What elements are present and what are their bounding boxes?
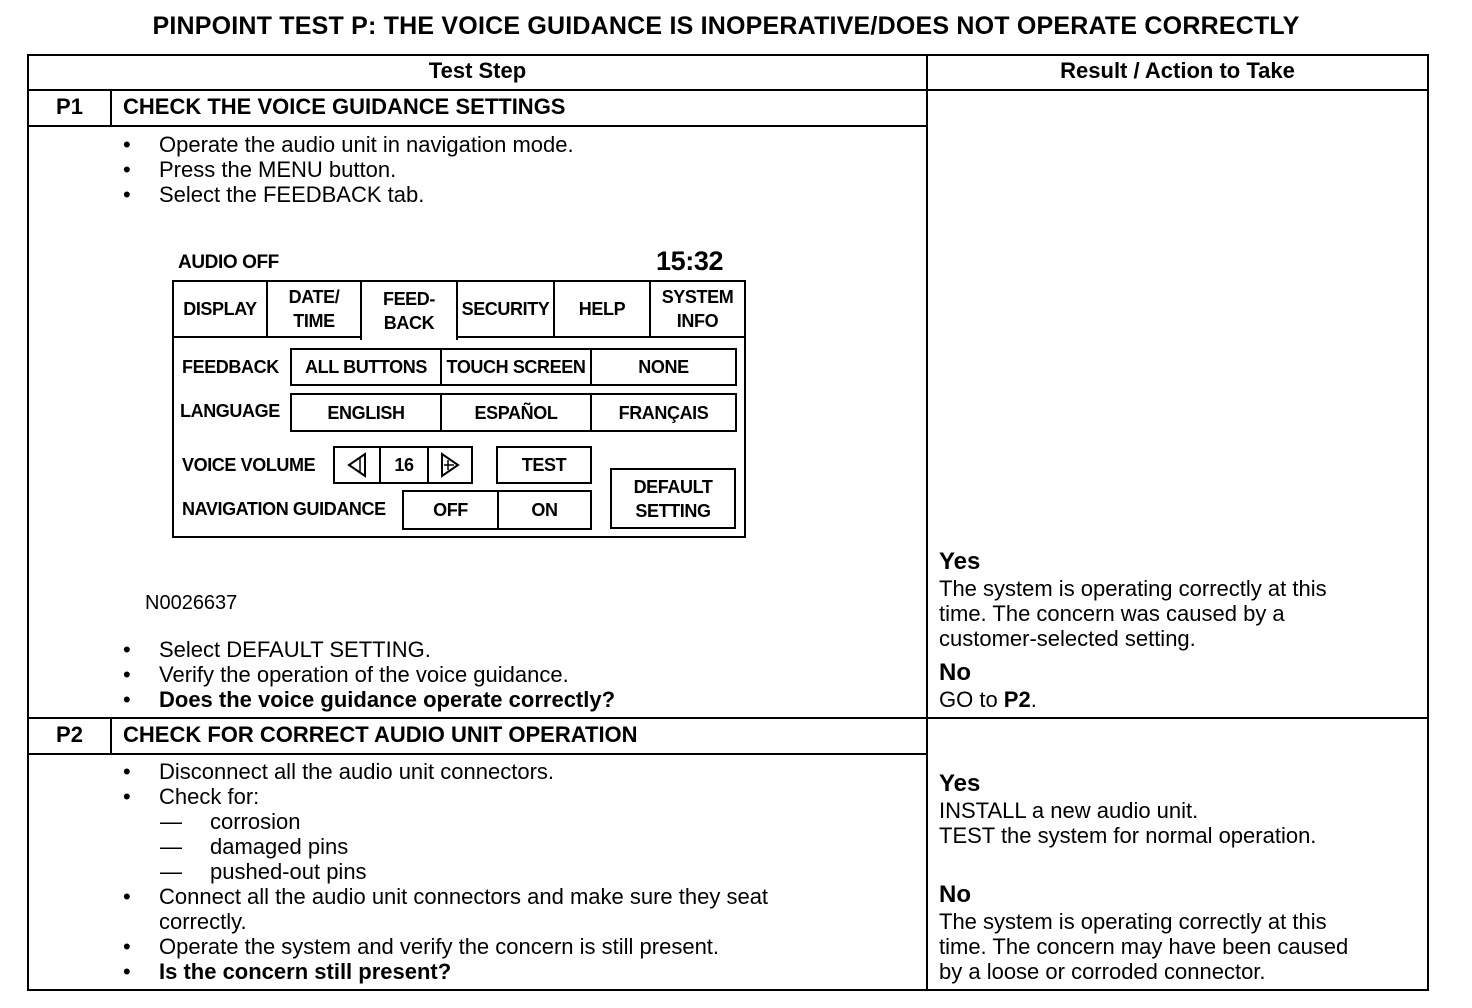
p1-yes-text: The system is operating correctly at this bbox=[939, 576, 1327, 601]
header-result: Result / Action to Take bbox=[1060, 58, 1295, 83]
default-setting-button: DEFAULT SETTING bbox=[610, 468, 736, 529]
triangle-right-plus-icon bbox=[439, 452, 461, 478]
language-option-espanol: ESPAÑOL bbox=[440, 393, 592, 432]
tab-feedback: FEED- BACK bbox=[360, 280, 458, 340]
language-label: LANGUAGE bbox=[180, 401, 280, 421]
list-item: • Select the FEEDBACK tab. bbox=[123, 182, 425, 207]
p1-no-text: GO to P2. bbox=[939, 687, 1037, 712]
feedback-option-touch-screen: TOUCH SCREEN bbox=[440, 348, 592, 386]
p1-yes-text: customer-selected setting. bbox=[939, 626, 1196, 651]
p1-yes-label: Yes bbox=[939, 548, 981, 575]
header-test-step: Test Step bbox=[428, 58, 527, 83]
step-p2-title: CHECK FOR CORRECT AUDIO UNIT OPERATION bbox=[123, 722, 638, 747]
figure-code: N0026637 bbox=[145, 592, 238, 614]
check-item: — pushed-out pins bbox=[160, 859, 367, 884]
tab-security: SECURITY bbox=[456, 280, 555, 338]
feedback-label: FEEDBACK bbox=[182, 357, 279, 377]
clock-display: 15:32 bbox=[656, 246, 724, 276]
p2-no-text: The system is operating correctly at this bbox=[939, 909, 1327, 934]
language-option-francais: FRANÇAIS bbox=[590, 393, 737, 432]
feedback-option-none: NONE bbox=[590, 348, 737, 386]
navigation-guidance-label: NAVIGATION GUIDANCE bbox=[182, 499, 386, 519]
p2-link[interactable]: P2 bbox=[1003, 687, 1031, 712]
tab-system-info: SYSTEM INFO bbox=[649, 280, 746, 338]
tab-help: HELP bbox=[553, 280, 651, 338]
tab-display: DISPLAY bbox=[172, 280, 268, 338]
list-item: • Is the concern still present? bbox=[123, 959, 452, 984]
list-item: • Does the voice guidance operate correctly? bbox=[123, 687, 616, 712]
check-item: — damaged pins bbox=[160, 834, 349, 859]
nav-guidance-off: OFF bbox=[402, 490, 499, 530]
p2-yes-text: INSTALL a new audio unit. bbox=[939, 798, 1199, 823]
list-item: • Operate the system and verify the concern is still present. bbox=[123, 934, 720, 959]
nav-guidance-on: ON bbox=[497, 490, 592, 530]
list-item: • Check for: bbox=[123, 784, 260, 809]
list-item-continuation: correctly. bbox=[159, 909, 247, 934]
test-button: TEST bbox=[496, 446, 592, 484]
step-p1-id: P1 bbox=[56, 94, 83, 119]
feedback-option-all-buttons: ALL BUTTONS bbox=[290, 348, 442, 386]
step-p2-id: P2 bbox=[56, 722, 83, 747]
p1-no-label: No bbox=[939, 659, 971, 686]
list-item: • Press the MENU button. bbox=[123, 157, 397, 182]
tab-date-time: DATE/ TIME bbox=[266, 280, 362, 338]
list-item: • Verify the operation of the voice guidance. bbox=[123, 662, 569, 687]
list-item: • Disconnect all the audio unit connectors. bbox=[123, 759, 555, 784]
list-item: • Connect all the audio unit connectors and make sure they seat bbox=[123, 884, 769, 909]
p2-no-label: No bbox=[939, 881, 971, 908]
list-item: • Operate the audio unit in navigation mode. bbox=[123, 132, 574, 157]
volume-down-button bbox=[333, 446, 381, 484]
p2-yes-label: Yes bbox=[939, 770, 981, 797]
page-title: PINPOINT TEST P: THE VOICE GUIDANCE IS INOPERATIVE/DOES NOT OPERATE CORRECTLY bbox=[152, 12, 1300, 40]
p2-yes-text: TEST the system for normal operation. bbox=[939, 823, 1317, 848]
p1-yes-text: time. The concern was caused by a bbox=[939, 601, 1285, 626]
voice-volume-label: VOICE VOLUME bbox=[182, 455, 316, 475]
audio-status-label: AUDIO OFF bbox=[178, 252, 279, 273]
triangle-left-icon bbox=[346, 452, 368, 478]
p2-no-text: time. The concern may have been caused bbox=[939, 934, 1349, 959]
step-p1-title: CHECK THE VOICE GUIDANCE SETTINGS bbox=[123, 94, 566, 119]
volume-up-button bbox=[427, 446, 473, 484]
list-item: • Select DEFAULT SETTING. bbox=[123, 637, 431, 662]
language-option-english: ENGLISH bbox=[290, 393, 442, 432]
p2-no-text: by a loose or corroded connector. bbox=[939, 959, 1266, 984]
check-item: — corrosion bbox=[160, 809, 301, 834]
volume-value: 16 bbox=[379, 446, 429, 484]
